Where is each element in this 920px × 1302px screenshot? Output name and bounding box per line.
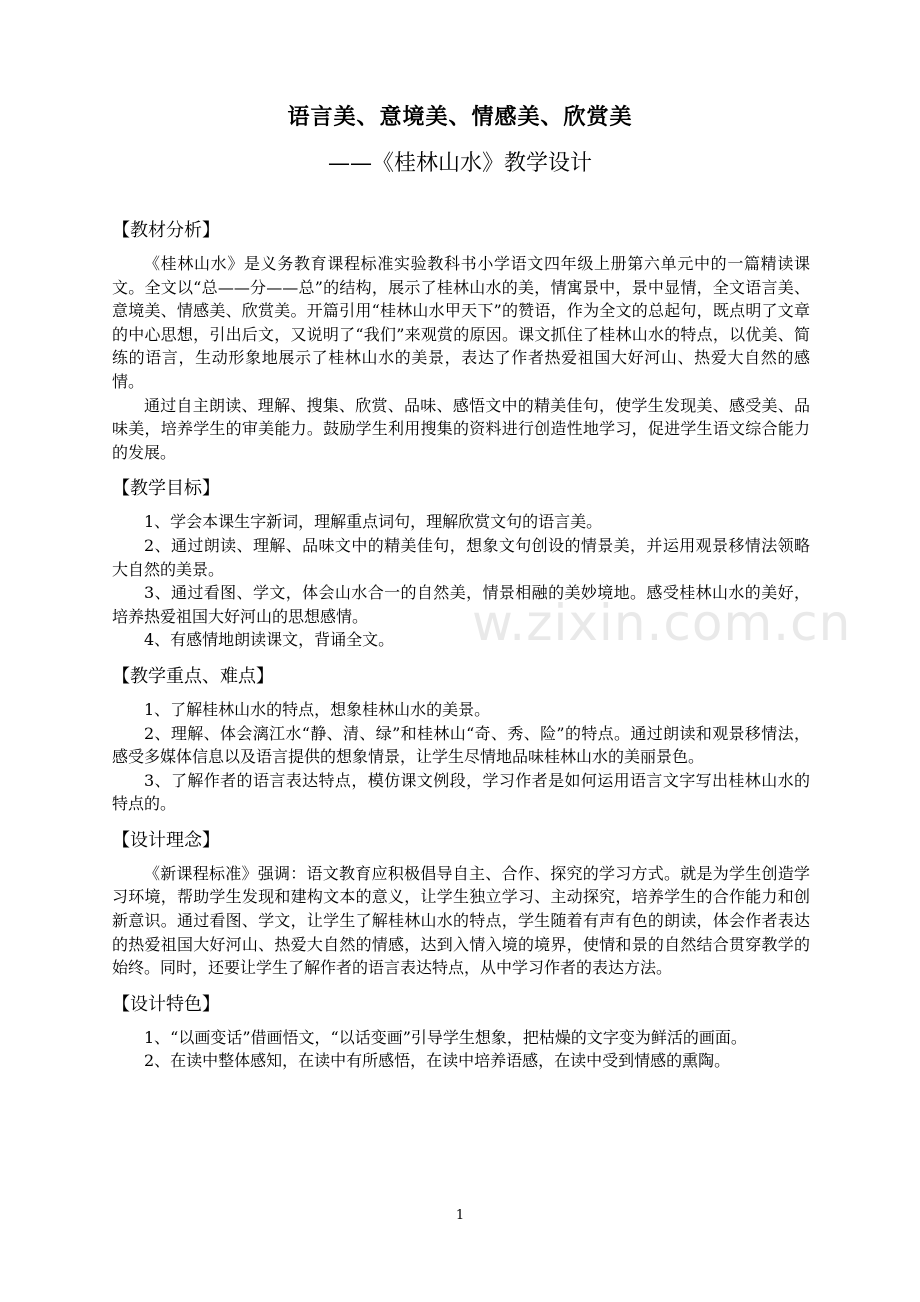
document-body	[112, 218, 810, 1073]
watermark: w.zixin.com.cn	[472, 594, 852, 652]
section-heading: 【教学重点、难点】	[112, 665, 274, 687]
section-heading: 【设计特色】	[112, 993, 220, 1015]
list-item: 4、有感情地朗读课文，背诵全文。	[144, 630, 395, 650]
paragraph: 《新课程标准》强调：语文教育应积极倡导自主、合作、探究的学习方式。就是为学生创造学习环境，帮助学生发现和建构文本的意义，让学生独立学习、主动探究，培养学生的合作能力和创新意识。通过看图、学文，让学生了解桂林山水的特点，学生随着有声有色的朗读，体会作者表达的热爱祖国大好河山、热爱大自然的情感，达到入情入境的境界，使情和景的自然结合贯穿教学的始终。同时，还要让学生了解作者的语言表达特点，从中学习作者的表达方法。	[112, 863, 810, 978]
section-design-features	[112, 992, 810, 1073]
document-subtitle: ——《桂林山水》教学设计	[327, 151, 592, 176]
list-item: 1、了解桂林山水的特点，想象桂林山水的美景。	[144, 699, 491, 719]
paragraph: 通过自主朗读、理解、搜集、欣赏、品味、感悟文中的精美佳句，使学生发现美、感受美、品味美，培养学生的审美能力。鼓励学生利用搜集的资料进行创造性地学习，促进学生语文综合能力的发展。	[112, 395, 810, 462]
section-teaching-goals	[112, 476, 810, 652]
section-heading: 【教材分析】	[112, 220, 220, 241]
list-item: 2、通过朗读、理解、品味文中的精美佳句，想象文句创设的情景美，并运用观景移情法领略大自然的美景。	[112, 535, 810, 579]
section-design-concept	[112, 828, 810, 980]
section-heading: 【教学目标】	[112, 478, 220, 500]
list-item: 1、学会本课生字新词，理解重点词句，理解欣赏文句的语言美。	[144, 512, 603, 532]
page-number: 1	[455, 1208, 465, 1223]
section-textbook-analysis	[112, 218, 810, 464]
list-item: 2、理解、体会漓江水“静、清、绿”和桂林山“奇、秀、险”的特点。通过朗读和观景移情法，感受多媒体信息以及语言提供的想象情景，让学生尽情地品味桂林山水的美丽景色。	[112, 723, 810, 767]
section-heading: 【设计理念】	[112, 829, 220, 851]
list-item: 1、“以画变话”借画悟文，“以话变画”引导学生想象，把枯燥的文字变为鲜活的画面。	[144, 1027, 747, 1047]
list-item: 3、通过看图、学文，体会山水合一的自然美，情景相融的美妙境地。感受桂林山水的美好，培养热爱祖国大好河山的思想感情。	[112, 583, 810, 626]
list-item: 2、在读中整体感知，在读中有所感悟，在读中培养语感，在读中受到情感的熏陶。	[144, 1051, 731, 1071]
list-item: 3、了解作者的语言表达特点，模仿课文例段，学习作者是如何运用语言文字写出桂林山水的特点的。	[112, 770, 810, 814]
section-key-points	[112, 664, 810, 816]
paragraph: 《桂林山水》是义务教育课程标准实验教科书小学语文四年级上册第六单元中的一篇精读课文。全文以“总——分——总”的结构，展示了桂林山水的美，情寓景中，景中显情，全文语言美、意境美、情感美、欣赏美。开篇引用“桂林山水甲天下”的赞语，作为全文的总起句，既点明了文章的中心思想，引出后文，又说明了“我们”来观赏的原因。课文抓住了桂林山水的特点，以优美、简练的语言，生动形象地展示了桂林山水的美景，表达了作者热爱祖国大好河山、热爱大自然的感情。	[112, 254, 810, 391]
document-title: 语言美、意境美、情感美、欣赏美	[287, 104, 633, 130]
